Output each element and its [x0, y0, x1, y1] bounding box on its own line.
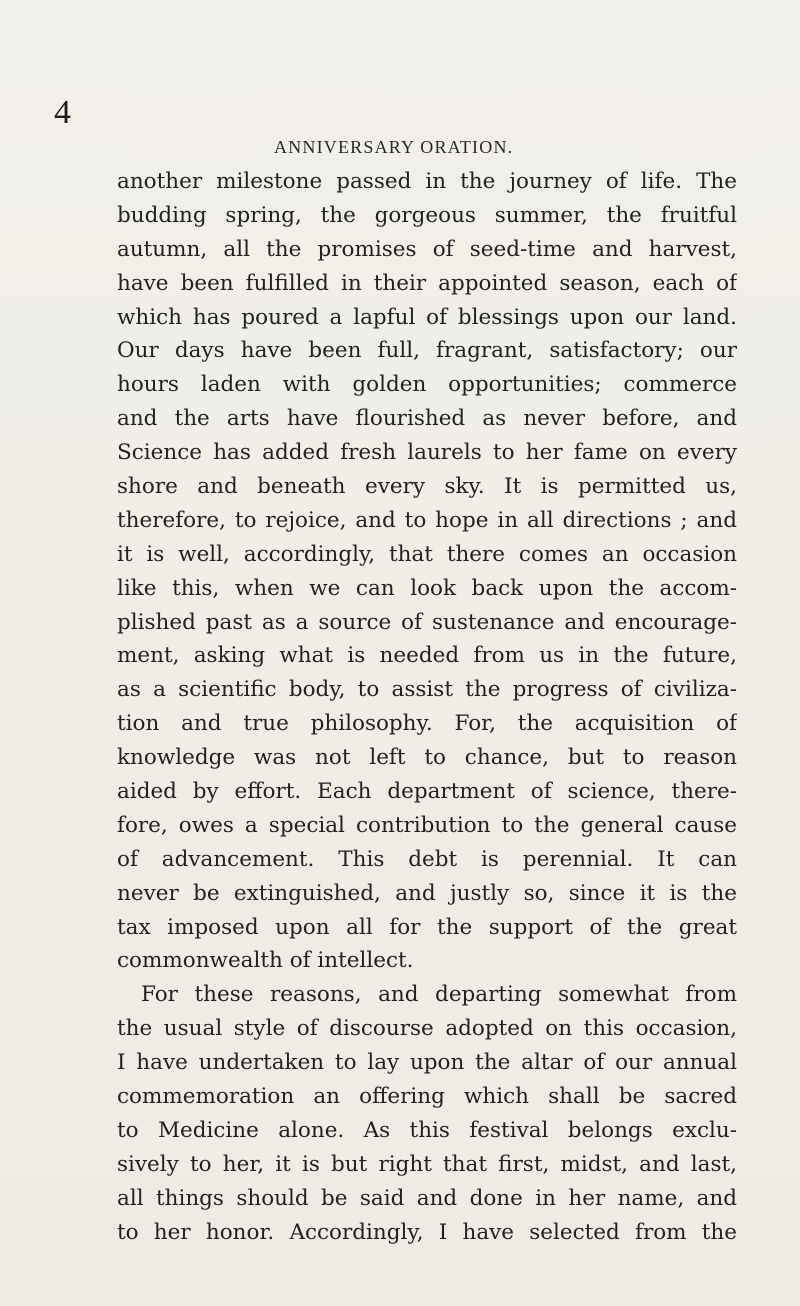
text-line: knowledge was not left to chance, but to reason — [117, 745, 737, 771]
text-line: hours laden with golden opportunities; commerce — [117, 372, 737, 398]
text-line: as a scientific body, to assist the progress of civiliza- — [117, 677, 737, 703]
text-line: another milestone passed in the journey of life. The — [117, 169, 737, 194]
text-line: tion and true philosophy. For, the acquisition of — [117, 711, 737, 737]
text-line: Science has added fresh laurels to her fame on every — [117, 440, 737, 466]
text-line: autumn, all the promises of seed-time and harvest, — [117, 236, 737, 262]
text-line: sively to her, it is but right that first, midst, and last, — [117, 1151, 737, 1177]
text-line: to her honor. Accordingly, I have selected from the — [117, 1219, 737, 1245]
text-line: shore and beneath every sky. It is permitted us, — [117, 474, 737, 500]
text-line: and the arts have flourished as never before, and — [117, 406, 737, 432]
body-text — [117, 165, 737, 1250]
text-line: commemoration an offering which shall be sacred — [117, 1084, 737, 1110]
text-line: aided by effort. Each department of science, there- — [117, 779, 737, 805]
page-number: 4 — [54, 94, 71, 131]
text-line: which has poured a lapful of blessings upon our land. — [117, 304, 737, 330]
text-line: fore, owes a special contribution to the general cause — [117, 812, 737, 838]
text-line: For these reasons, and departing somewhat from — [141, 982, 737, 1008]
text-line: ment, asking what is needed from us in the future, — [117, 643, 737, 669]
text-line: the usual style of discourse adopted on this occasion, — [117, 1016, 737, 1042]
text-line: of advancement. This debt is perennial. It can — [117, 846, 737, 872]
text-line: never be extinguished, and justly so, since it is the — [117, 880, 737, 906]
text-line: all things should be said and done in her name, and — [117, 1185, 737, 1211]
text-line: tax imposed upon all for the support of the great — [117, 914, 737, 940]
text-line: it is well, accordingly, that there comes an occasion — [117, 541, 737, 567]
text-line: like this, when we can look back upon the accom- — [117, 575, 737, 601]
text-line: budding spring, the gorgeous summer, the fruitful — [117, 202, 737, 228]
running-head: ANNIVERSARY ORATION. — [274, 137, 514, 157]
text-line: therefore, to rejoice, and to hope in all directions ; and — [117, 507, 737, 533]
text-line: have been fulfilled in their appointed season, each of — [117, 270, 737, 296]
text-line: I have undertaken to lay upon the altar of our annual — [117, 1050, 737, 1076]
text-line: plished past as a source of sustenance and encourage- — [117, 609, 737, 635]
text-line: Our days have been full, fragrant, satisfactory; our — [117, 338, 737, 364]
text-line: to Medicine alone. As this festival belongs exclu- — [117, 1117, 737, 1143]
text-line: commonwealth of intellect. — [117, 948, 414, 974]
